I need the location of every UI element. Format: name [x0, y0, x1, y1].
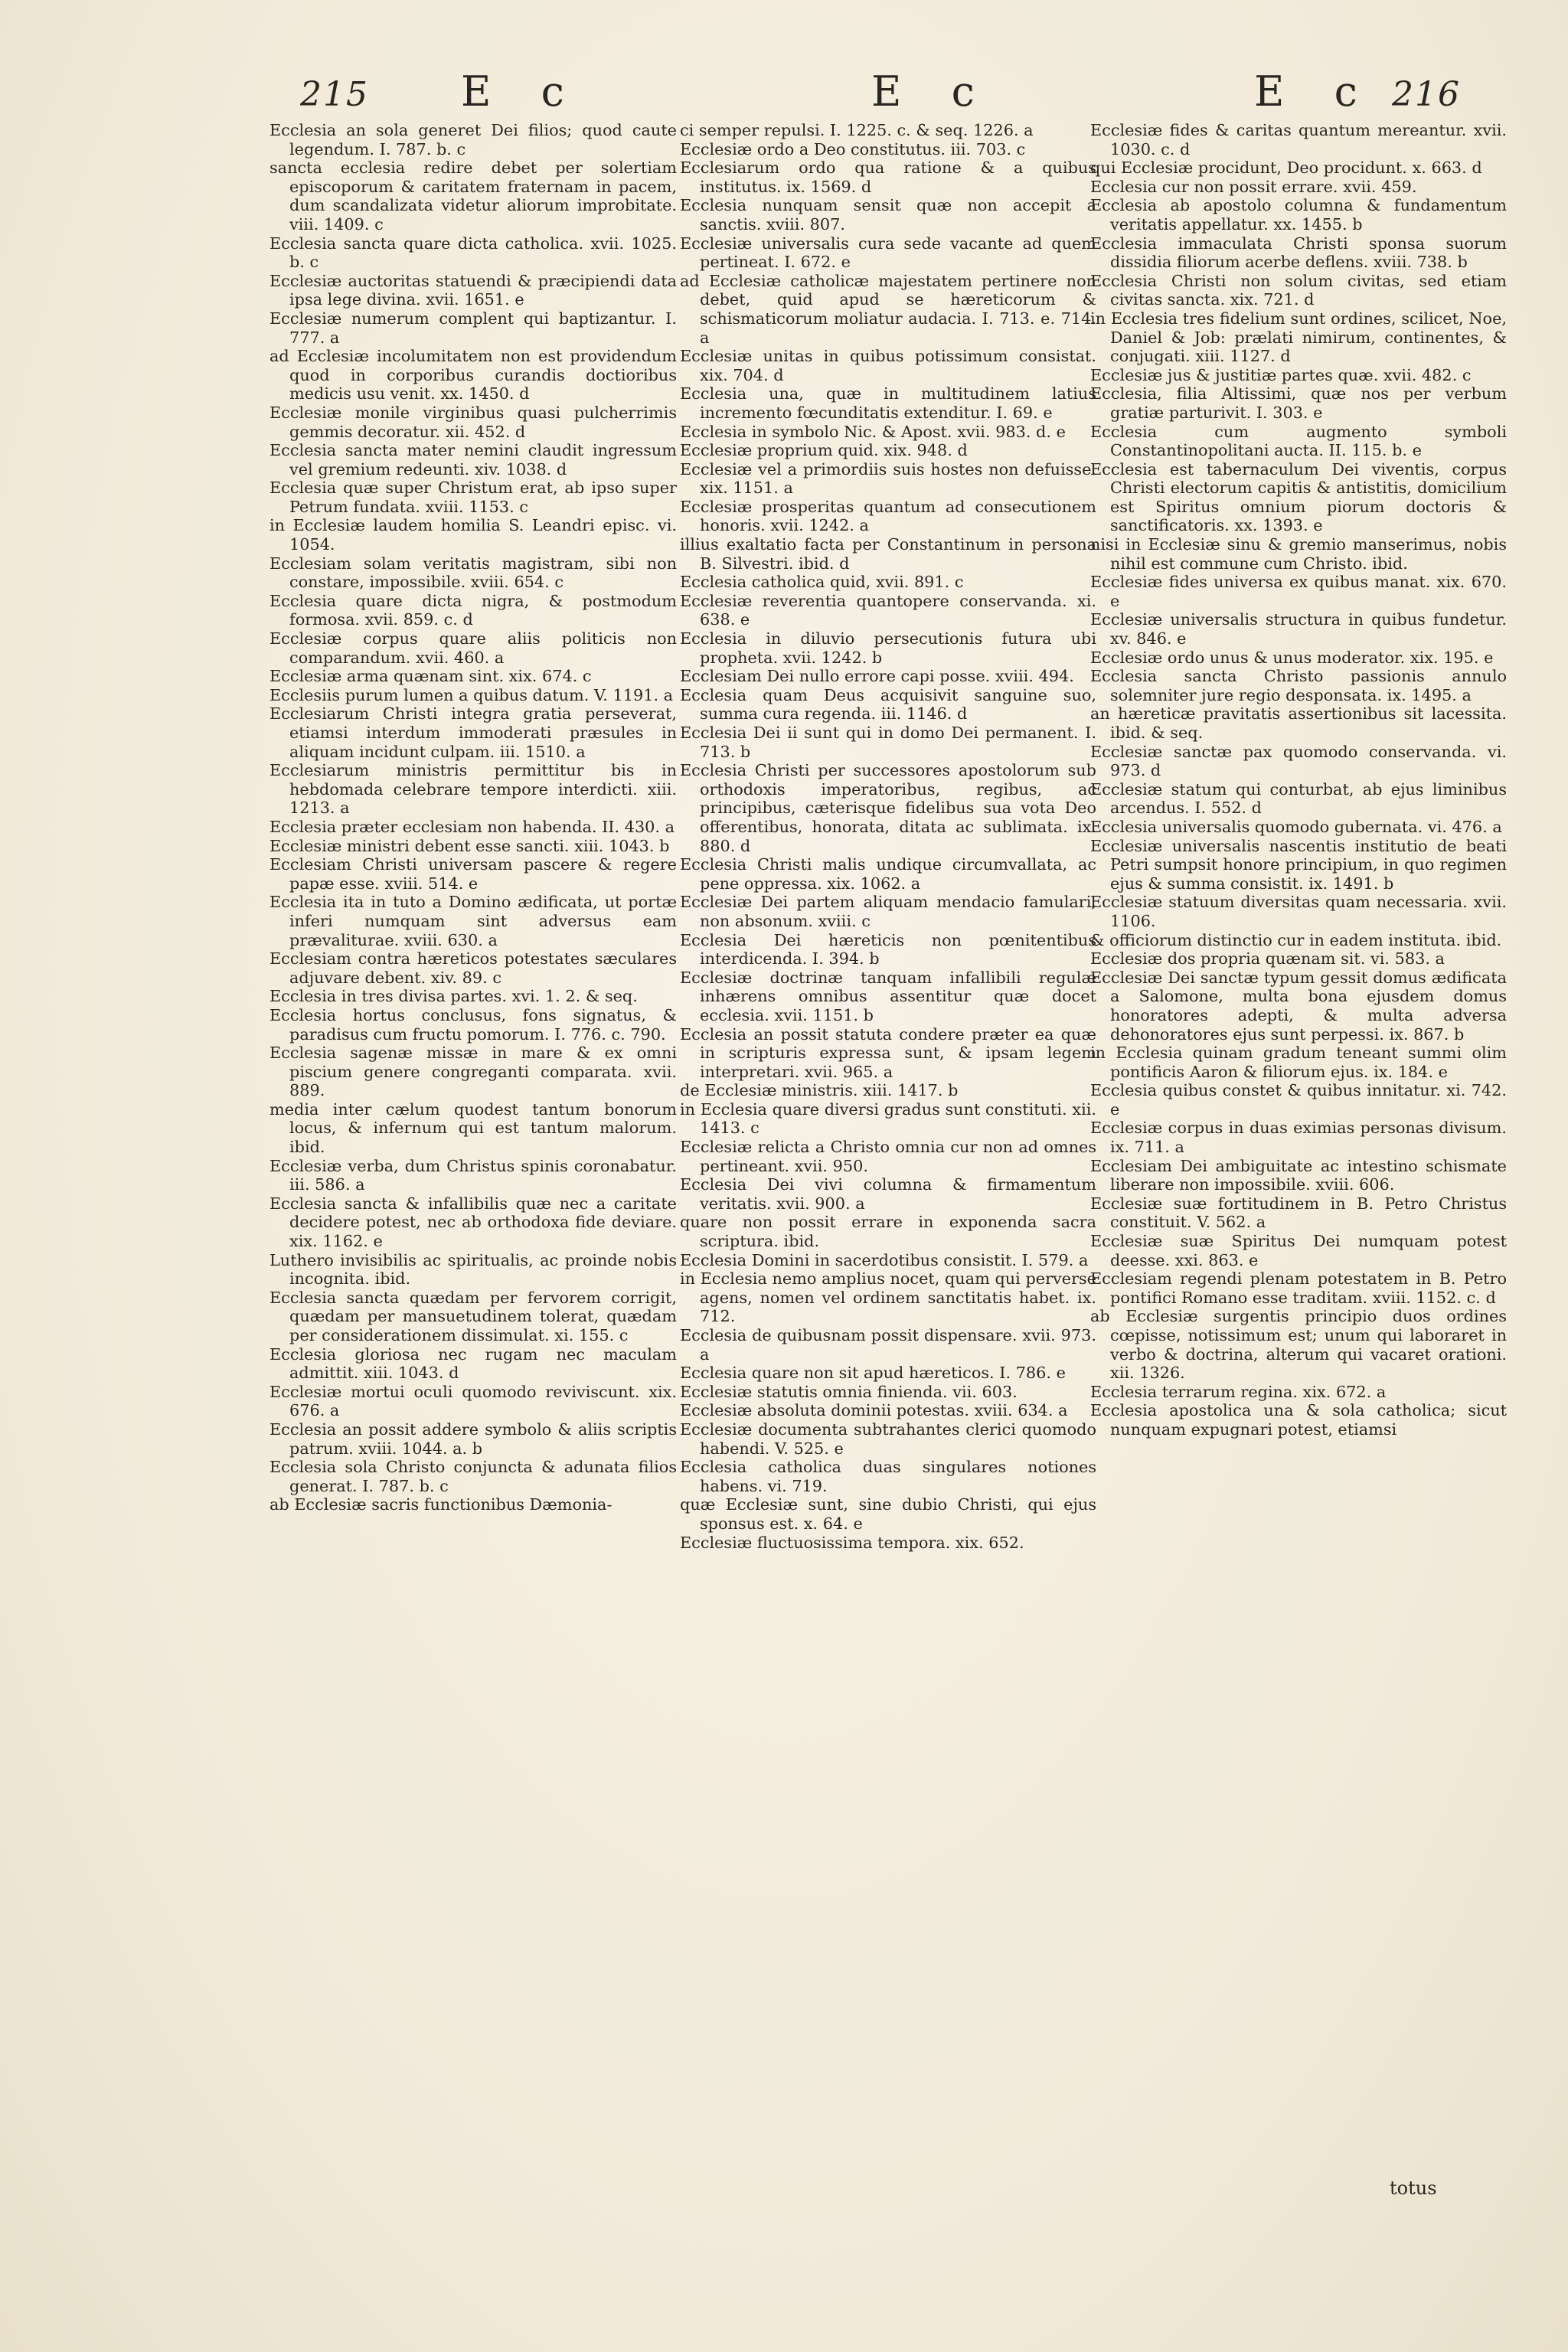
index-entry: Ecclesiæ absoluta dominii potestas. xviii. 634. a	[680, 1401, 1068, 1420]
index-entry: Ecclesia terrarum regina. xix. 672. a	[1090, 1382, 1387, 1401]
index-entry: Ecclesia an sola generet Dei filios; quod caute legendum. I. 787. b. c	[270, 121, 677, 158]
index-entry: Ecclesia in symbolo Nic. & Apost. xvii. 983. d. e	[680, 422, 1066, 441]
index-entry: Ecclesiarum Christi integra gratia perseverat, etiamsi interdum immoderati præsules in aliquam incidunt culpam. iii. 1510. a	[270, 704, 677, 761]
index-entry: Ecclesiæ ordo a Deo constitutus. iii. 703. c	[680, 139, 1026, 158]
index-entry: & officiorum distinctio cur in eadem instituta. ibid.	[1090, 930, 1502, 949]
index-entry: media inter cælum quodest tantum bonorum locus, & infernum qui est tantum malorum. ibid.	[270, 1099, 677, 1157]
index-entry: Ecclesiæ reverentia quantopere conservanda. xi. 638. e	[680, 591, 1096, 629]
index-entry: Ecclesiæ relicta a Christo omnia cur non ad omnes pertineant. xvii. 950.	[680, 1138, 1096, 1175]
index-column-2	[680, 121, 1096, 1552]
index-entry: Ecclesiæ jus & justitiæ partes quæ. xvii. 482. c	[1090, 365, 1472, 384]
index-entry: Ecclesiæ corpus quare aliis politicis non comparandum. xvii. 460. a	[270, 629, 677, 667]
index-entry: Ecclesia catholica quid, xvii. 891. c	[680, 573, 964, 592]
index-entry: Ecclesia sancta quare dicta catholica. xvii. 1025. b. c	[270, 234, 677, 272]
index-entry: Ecclesia Dei vivi columna & firmamentum veritatis. xvii. 900. a	[680, 1175, 1096, 1213]
index-entry: ci semper repulsi. I. 1225. c. & seq. 1226. a	[680, 121, 1034, 139]
index-entry: Ecclesiæ fides & caritas quantum mereantur. xvii. 1030. c. d	[1090, 121, 1507, 158]
index-entry: Ecclesia quæ super Christum erat, ab ipso super Petrum fundata. xviii. 1153. c	[270, 479, 677, 516]
index-entry: Ecclesia an possit statuta condere præter ea quæ in scripturis expressa sunt, & ipsam legem interpretari. xvii. 965. a	[680, 1024, 1096, 1081]
running-header	[0, 67, 1568, 121]
index-entry: Ecclesiam Dei ambiguitate ac intestino schismate liberare non impossibile. xviii. 606.	[1090, 1156, 1507, 1194]
catchword: totus	[1390, 2177, 1437, 2199]
index-entry: Ecclesia Dei hæreticis non pœnitentibus interdicenda. I. 394. b	[680, 930, 1096, 969]
index-entry: Ecclesiæ auctoritas statuendi & præcipiendi data ipsa lege divina. xvii. 1651. e	[270, 271, 677, 309]
index-entry: Ecclesia quare non sit apud hæreticos. I. 786. e	[680, 1364, 1066, 1383]
index-entry: Ecclesia in tres divisa partes. xvi. 1. 2. & seq.	[270, 987, 638, 1006]
index-entry: Ecclesia nunquam sensit quæ non accepit a sanctis. xviii. 807.	[680, 196, 1096, 234]
index-entry: Ecclesiæ suæ Spiritus Dei numquam potest deesse. xxi. 863. e	[1090, 1232, 1507, 1269]
headword-center: E c	[871, 67, 993, 116]
index-entry: Ecclesiæ unitas in quibus potissimum consistat. xix. 704. d	[680, 347, 1096, 384]
index-entry: Ecclesia ab apostolo columna & fundamentum veritatis appellatur. xx. 1455. b	[1090, 196, 1507, 234]
index-entry: in Ecclesia tres fidelium sunt ordines, scilicet, Noe, Daniel & Job: prælati nimirum, continentes, & conjugati. xiii. 1127. d	[1090, 309, 1507, 366]
headword-left: E c	[461, 67, 583, 116]
index-entry: Ecclesiæ prosperitas quantum ad consecutionem honoris. xvii. 1242. a	[680, 497, 1096, 535]
index-entry: qui Ecclesiæ procidunt, Deo procidunt. x. 663. d	[1090, 158, 1482, 178]
index-column-3	[1090, 121, 1507, 1439]
index-entry: Ecclesia universalis quomodo gubernata. vi. 476. a	[1090, 817, 1502, 836]
index-entry: Ecclesia quare dicta nigra, & postmodum formosa. xvii. 859. c. d	[270, 591, 677, 629]
index-entry: Ecclesiæ fluctuosissima tempora. xix. 652.	[680, 1533, 1024, 1552]
index-entry: Ecclesiam regendi plenam potestatem in B. Petro pontifici Romano esse traditam. xviii. 1152. c. d	[1090, 1269, 1507, 1307]
page-number-right: 216	[1392, 75, 1461, 114]
index-entry: Ecclesia Dei ii sunt qui in domo Dei permanent. I. 713. b	[680, 724, 1096, 761]
index-entry: Ecclesiæ Dei sanctæ typum gessit domus ædificata a Salomone, multa bona ejusdem domus honoratores adepti, & multa adversa dehonoratores ejus sunt perpessi. ix. 867. b	[1090, 968, 1507, 1044]
index-entry: Ecclesiæ numerum complent qui baptizantur. I. 777. a	[270, 309, 677, 347]
index-entry: Ecclesia Christi per successores apostolorum sub orthodoxis imperatoribus, regibus, ac principibus, cæterisque fidelibus sua vota Deo offerentibus, honorata, ditata ac sublimata. ix. 880. d	[680, 761, 1096, 855]
index-entry: Ecclesiæ dos propria quænam sit. vi. 583. a	[1090, 949, 1445, 969]
index-entry: Ecclesiarum ordo qua ratione & a quibus institutus. ix. 1569. d	[680, 158, 1096, 196]
index-entry: Ecclesia sancta quædam per fervorem corrigit, quædam per mansuetudinem tolerat, quædam per considerationem dissimulat. xi. 155. c	[270, 1288, 677, 1344]
index-entry: Ecclesia una, quæ in multitudinem latius incremento fœcunditatis extenditur. I. 69. e	[680, 384, 1096, 422]
index-entry: Ecclesiæ statutis omnia finienda. vii. 603.	[680, 1382, 1018, 1401]
index-entry: Ecclesiæ ministri debent esse sancti. xiii. 1043. b	[270, 836, 670, 855]
index-entry: quæ Ecclesiæ sunt, sine dubio Christi, qui ejus sponsus est. x. 64. e	[680, 1495, 1096, 1533]
index-entry: Ecclesiæ universalis nascentis institutio de beati Petri sumpsit honore principium, in quo regimen ejus & summa consistit. ix. 1491. b	[1090, 836, 1507, 893]
index-entry: Ecclesiæ verba, dum Christus spinis coronabatur. iii. 586. a	[270, 1156, 677, 1194]
index-entry: Ecclesiæ arma quænam sint. xix. 674. c	[270, 667, 592, 686]
index-entry: Ecclesia, filia Altissimi, quæ nos per verbum gratiæ parturivit. I. 303. e	[1090, 384, 1507, 422]
index-entry: in Ecclesia quare diversi gradus sunt constituti. xii. 1413. c	[680, 1099, 1096, 1138]
index-entry: Ecclesia cur non possit errare. xvii. 459.	[1090, 177, 1417, 196]
index-entry: Ecclesiæ statuum diversitas quam necessaria. xvii. 1106.	[1090, 893, 1507, 930]
index-entry: ab Ecclesiæ sacris functionibus Dæmonia-	[270, 1495, 612, 1514]
index-entry: Ecclesia sancta Christo passionis annulo solemniter jure regio desponsata. ix. 1495. a	[1090, 667, 1507, 704]
index-entry: Ecclesia cum augmento symboli Constantinopolitani aucta. II. 115. b. e	[1090, 422, 1507, 460]
page-number-left: 215	[300, 75, 369, 114]
index-entry: quare non possit errare in exponenda sacra scriptura. ibid.	[680, 1213, 1096, 1251]
index-entry: Ecclesia quibus constet & quibus innitatur. xi. 742. e	[1090, 1081, 1507, 1119]
index-entry: Ecclesiæ fides universa ex quibus manat. xix. 670. e	[1090, 573, 1507, 610]
index-entry: Ecclesiæ corpus in duas eximias personas divisum. ix. 711. a	[1090, 1119, 1507, 1157]
index-entry: Ecclesiæ universalis cura sede vacante ad quem pertineat. I. 672. e	[680, 234, 1096, 272]
index-column-1	[270, 121, 677, 1514]
index-entry: Ecclesiam Christi universam pascere & regere papæ esse. xviii. 514. e	[270, 855, 677, 893]
headword-right: E c	[1254, 67, 1376, 116]
index-entry: Ecclesiæ universalis structura in quibus fundetur. xv. 846. e	[1090, 610, 1507, 648]
index-entry: illius exaltatio facta per Constantinum in persona B. Silvestri. ibid. d	[680, 535, 1096, 573]
index-entry: Ecclesia de quibusnam possit dispensare. xvii. 973. a	[680, 1326, 1096, 1364]
index-entry: an hæreticæ pravitatis assertionibus sit lacessita. ibid. & seq.	[1090, 704, 1507, 742]
index-entry: Ecclesia sola Christo conjuncta & adunata filios generat. I. 787. b. c	[270, 1458, 677, 1495]
index-entry: Ecclesiarum ministris permittitur bis in hebdomada celebrare tempore interdicti. xiii. 1213. a	[270, 761, 677, 818]
index-entry: Ecclesia est tabernaculum Dei viventis, corpus Christi electorum capitis & antistitis, domicilium est Spiritus omnium piorum doctoris & sanctificatoris. xx. 1393. e	[1090, 459, 1507, 535]
index-entry: ab Ecclesiæ surgentis principio duos ordines cœpisse, notissimum est; unum qui laboraret in verbo & doctrina, alterum qui vacaret orationi. xii. 1326.	[1090, 1307, 1507, 1383]
index-entry: Ecclesia ita in tuto a Domino ædificata, ut portæ inferi numquam sint adversus eam prævaliturae. xviii. 630. a	[270, 893, 677, 949]
index-entry: Ecclesia Christi malis undique circumvallata, ac pene oppressa. xix. 1062. a	[680, 855, 1096, 893]
index-entry: Ecclesiæ mortui oculi quomodo reviviscunt. xix. 676. a	[270, 1382, 677, 1420]
index-entry: Ecclesiæ documenta subtrahantes clerici quomodo habendi. V. 525. e	[680, 1419, 1096, 1458]
index-entry: de Ecclesiæ ministris. xiii. 1417. b	[680, 1081, 959, 1100]
index-entry: Ecclesiam Dei nullo errore capi posse. xviii. 494.	[680, 667, 1074, 686]
index-entry: Ecclesiis purum lumen a quibus datum. V. 1191. a	[270, 685, 674, 704]
index-entry: Ecclesia immaculata Christi sponsa suorum dissidia filiorum acerbe deflens. xviii. 738. b	[1090, 234, 1507, 272]
index-entry: Ecclesiæ suæ fortitudinem in B. Petro Christus constituit. V. 562. a	[1090, 1194, 1507, 1232]
index-entry: nisi in Ecclesiæ sinu & gremio manserimus, nobis nihil est commune cum Christo. ibid.	[1090, 535, 1507, 573]
index-entry: Ecclesiæ proprium quid. xix. 948. d	[680, 441, 968, 460]
index-entry: Ecclesia an possit addere symbolo & aliis scriptis patrum. xviii. 1044. a. b	[270, 1419, 677, 1458]
index-entry: Ecclesia gloriosa nec rugam nec maculam admittit. xiii. 1043. d	[270, 1344, 677, 1383]
index-entry: Luthero invisibilis ac spiritualis, ac proinde nobis incognita. ibid.	[270, 1250, 677, 1289]
index-entry: Ecclesiam contra hæreticos potestates sæculares adjuvare debent. xiv. 89. c	[270, 949, 677, 987]
index-entry: Ecclesia sagenæ missæ in mare & ex omni piscium genere congreganti comparata. xvii. 889.	[270, 1044, 677, 1100]
index-entry: Ecclesia sancta & infallibilis quæ nec a caritate decidere potest, nec ab orthodoxa fide deviare. xix. 1162. e	[270, 1194, 677, 1251]
index-entry: sancta ecclesia redire debet per solertiam episcoporum & caritatem fraternam in pacem, dum scandalizata videtur aliorum improbitate. viii. 1409. c	[270, 158, 677, 234]
index-entry: Ecclesia præter ecclesiam non habenda. II. 430. a	[270, 817, 675, 836]
index-entry: Ecclesiæ Dei partem aliquam mendacio famulari, non absonum. xviii. c	[680, 893, 1096, 930]
index-entry: Ecclesiam solam veritatis magistram, sibi non constare, impossibile. xviii. 654. c	[270, 554, 677, 592]
index-entry: Ecclesiæ monile virginibus quasi pulcherrimis gemmis decoratur. xii. 452. d	[270, 403, 677, 441]
index-entry: Ecclesia Christi non solum civitas, sed etiam civitas sancta. xix. 721. d	[1090, 271, 1507, 309]
index-entry: in Ecclesia nemo amplius nocet, quam qui perverse agens, nomen vel ordinem sanctitatis habet. ix. 712.	[680, 1269, 1096, 1326]
index-entry: Ecclesiæ ordo unus & unus moderator. xix. 195. e	[1090, 648, 1494, 667]
index-entry: Ecclesiæ doctrinæ tanquam infallibili regulæ inhærens omnibus assentitur quæ docet ecclesia. xvii. 1151. b	[680, 968, 1096, 1024]
index-entry: Ecclesia sancta mater nemini claudit ingressum vel gremium redeunti. xiv. 1038. d	[270, 441, 677, 479]
index-entry: Ecclesiæ statum qui conturbat, ab ejus liminibus arcendus. I. 552. d	[1090, 779, 1507, 818]
index-entry: ad Ecclesiæ catholicæ majestatem pertinere non debet, quid apud se hæreticorum & schismaticorum moliatur audacia. I. 713. e. 714. a	[680, 271, 1096, 347]
index-entry: Ecclesiæ sanctæ pax quomodo conservanda. vi. 973. d	[1090, 742, 1507, 780]
index-entry: Ecclesia catholica duas singulares notiones habens. vi. 719.	[680, 1458, 1096, 1495]
index-entry: in Ecclesia quinam gradum teneant summi olim pontificis Aaron & filiorum ejus. ix. 184. e	[1090, 1044, 1507, 1081]
index-entry: ad Ecclesiæ incolumitatem non est providendum quod in corporibus curandis doctioribus medicis usu venit. xx. 1450. d	[270, 347, 677, 403]
index-entry: in Ecclesiæ laudem homilia S. Leandri episc. vi. 1054.	[270, 516, 677, 554]
index-entry: Ecclesia apostolica una & sola catholica; sicut nunquam expugnari potest, etiamsi	[1090, 1401, 1507, 1439]
index-entry: Ecclesia hortus conclusus, fons signatus, & paradisus cum fructu pomorum. I. 776. c. 790.	[270, 1005, 677, 1044]
index-entry: Ecclesia Domini in sacerdotibus consistit. I. 579. a	[680, 1250, 1089, 1269]
index-entry: Ecclesiæ vel a primordiis suis hostes non defuisse. xix. 1151. a	[680, 459, 1096, 498]
index-entry: Ecclesia in diluvio persecutionis futura ubi propheta. xvii. 1242. b	[680, 629, 1096, 667]
index-entry: Ecclesia quam Deus acquisivit sanguine suo, summa cura regenda. iii. 1146. d	[680, 685, 1096, 724]
